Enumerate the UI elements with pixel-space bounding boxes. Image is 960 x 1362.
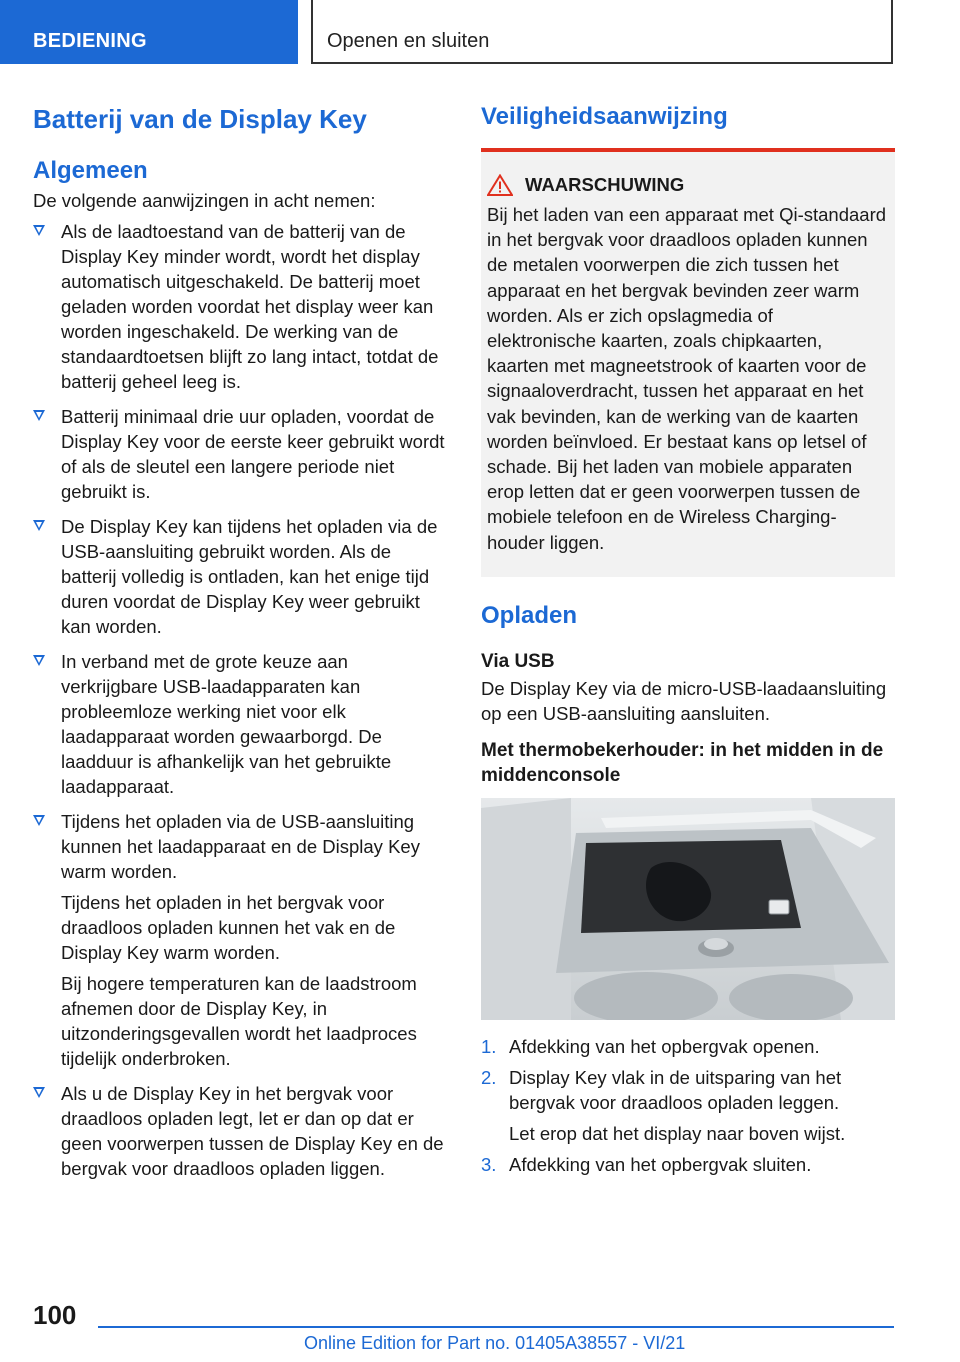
section-tab bbox=[0, 0, 298, 64]
bullet-text: In verband met de grote keuze aan verkrijgbare USB-laadapparaten kan probleemloze werking niet voor elk laadapparaat worden gewaarborgd. De laadduur is afhankelijk van het gebruikte laadapparaat. bbox=[61, 651, 392, 797]
intro-text: De volgende aanwijzingen in acht nemen: bbox=[33, 190, 376, 211]
usb-subheading: Via USB bbox=[481, 650, 555, 672]
bullet-triangle-icon bbox=[33, 815, 45, 826]
bullet-triangle-icon bbox=[33, 225, 45, 236]
bullet-triangle-icon bbox=[33, 520, 45, 531]
chapter-title: Openen en sluiten bbox=[327, 30, 490, 52]
bullet-item bbox=[33, 219, 448, 394]
bullet-item bbox=[33, 514, 448, 639]
step-list bbox=[481, 1034, 895, 1177]
step-item bbox=[481, 1065, 895, 1146]
step-text: Afdekking van het opbergvak sluiten. bbox=[509, 1153, 812, 1175]
step-number: 3. bbox=[481, 1153, 497, 1175]
holder-subheading: Met thermobekerhouder: in het midden in de middenconsole bbox=[481, 739, 884, 786]
left-column bbox=[33, 100, 448, 1191]
step-text: Afdekking van het opbergvak openen. bbox=[509, 1035, 820, 1057]
charging-heading: Opladen bbox=[481, 601, 578, 629]
chapter-header bbox=[311, 0, 893, 64]
bullet-triangle-icon bbox=[33, 1087, 45, 1098]
right-column bbox=[481, 100, 895, 1183]
bullet-item bbox=[33, 649, 448, 799]
warning-label: WAARSCHUWING bbox=[525, 174, 685, 195]
bullet-text: De Display Key kan tijdens het opladen via de USB-aansluiting gebruikt worden. Als de batterij volledig is ontladen, kan het enige tijd duren voordat de Display Key weer gebruikt kan worden. bbox=[61, 516, 438, 637]
bullet-item bbox=[33, 809, 448, 1071]
bullet-text: Batterij minimaal drie uur opladen, voordat de Display Key voor de eerste keer gebruikt wordt of als de sleutel een langere periode niet gebruikt is. bbox=[61, 406, 445, 502]
step-item bbox=[481, 1034, 895, 1059]
bullet-item bbox=[33, 1081, 448, 1181]
bullet-text: Tijdens het opladen in het bergvak voor draadloos opladen kunnen het vak en de Display Key warm worden. bbox=[61, 892, 396, 963]
warning-header bbox=[487, 174, 887, 196]
bullet-text: Als de laadtoestand van de batterij van de Display Key minder wordt, wordt het display automatisch uitgeschakeld. De batterij moet geladen worden voordat het display weer kan worden ingeschakeld. De werking van de standaardtoetsen blijft zo lang intact, totdat de batterij geheel leeg is. bbox=[61, 221, 439, 392]
page-number: 100 bbox=[33, 1300, 77, 1330]
console-photo bbox=[481, 798, 895, 1020]
bullet-list bbox=[33, 219, 448, 1181]
bullet-triangle-icon bbox=[33, 655, 45, 666]
warning-triangle-icon bbox=[487, 174, 513, 196]
bullet-text: Bij hogere temperaturen kan de laadstroom afnemen door de Display Key, in uitzonderingsgevallen wordt het laadproces tijdelijk onderbroken. bbox=[61, 973, 417, 1069]
footer-divider bbox=[98, 1326, 894, 1328]
step-text: Let erop dat het display naar boven wijst. bbox=[509, 1122, 846, 1144]
section-heading-algemeen: Algemeen bbox=[33, 157, 148, 184]
warning-text: Bij het laden van een apparaat met Qi-standaard in het bergvak voor draadloos opladen kunnen de metalen voorwerpen die zich tussen het apparaat en het bergvak bevinden zeer warm worden. Als er zich opslagmedia of elektronische kaarten, zoals chipkaarten, kaarten met magneetstrook of kaarten voor de signaaloverdracht, tussen het apparaat en het vak bevinden, kan de werking van de kaarten worden beïnvloed. Er bestaat kans op letsel of schade. Bij het laden van mobiele apparaten erop letten dat er geen voorwerpen tussen de mobiele telefoon en de Wireless Charging-houder liggen. bbox=[487, 204, 887, 553]
page-title: Batterij van de Display Key bbox=[33, 104, 367, 134]
step-text: Display Key vlak in de uitsparing van het bergvak voor draadloos opladen leggen. bbox=[509, 1066, 842, 1113]
bullet-text: Tijdens het opladen via de USB-aansluiting kunnen het laadapparaat en de Display Key warm worden. bbox=[61, 811, 420, 882]
section-label: BEDIENING bbox=[33, 30, 147, 52]
bullet-item bbox=[33, 404, 448, 504]
step-number: 2. bbox=[481, 1066, 497, 1088]
step-item bbox=[481, 1152, 895, 1177]
step-number: 1. bbox=[481, 1035, 497, 1057]
edition-text: Online Edition for Part no. 01405A38557 - VI/21 bbox=[304, 1333, 686, 1353]
usb-text: De Display Key via de micro-USB-laadaansluiting op een USB-aansluiting aansluiten. bbox=[481, 677, 887, 724]
bullet-triangle-icon bbox=[33, 410, 45, 421]
console-illustration bbox=[481, 798, 895, 1020]
bullet-text: Als u de Display Key in het bergvak voor draadloos opladen legt, let er dan op dat er geen voorwerpen tussen de Display Key en de bergvak voor draadloos opladen liggen. bbox=[61, 1083, 444, 1179]
warning-box bbox=[481, 148, 895, 577]
safety-heading: Veiligheidsaanwijzing bbox=[481, 103, 728, 130]
